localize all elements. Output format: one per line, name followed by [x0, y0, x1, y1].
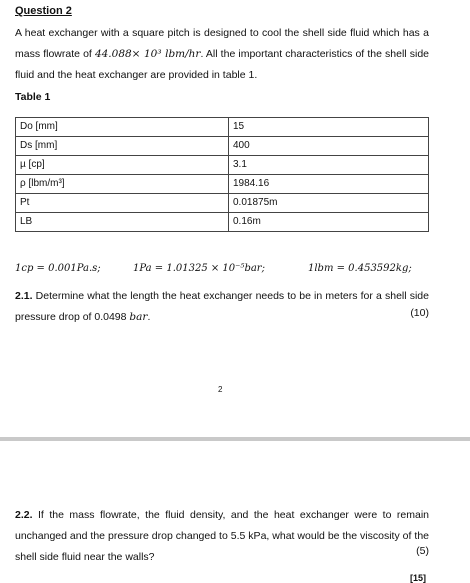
question-2-2-number: 2.2. [15, 509, 33, 521]
intro-text-b: . All the important characteristics of the shell side fluid and the heat exchanger are provided in table 1. [15, 48, 429, 81]
table-cell-name: Do [mm] [16, 118, 229, 137]
mass-flowrate-value: 44.088× 10³ lbm/hr [94, 48, 201, 60]
conversion-cp: 1cp = 0.001Pa.s; [15, 263, 101, 274]
total-marks: [15] [409, 573, 426, 583]
conversion-pa: 1Pa = 1.01325 × 10⁻⁵bar; [133, 263, 265, 274]
conversion-lbm: 1lbm = 0.453592kg; [308, 263, 412, 274]
properties-table [15, 117, 429, 232]
question-2-1-text: Determine what the length the heat exchanger needs to be in meters for a shell side pressure drop of 0.0498 [15, 290, 429, 323]
table-cell-value: 0.01875m [229, 194, 429, 213]
page-divider [0, 437, 470, 441]
question-2-1-unit: bar [129, 311, 148, 323]
table-row [16, 118, 429, 137]
question-2-1-marks: (10) [410, 307, 429, 319]
table-cell-name: Ds [mm] [16, 137, 229, 156]
table-cell-value: 15 [229, 118, 429, 137]
table-row [16, 137, 429, 156]
table-row [16, 194, 429, 213]
table-cell-name: µ [cp] [16, 156, 229, 175]
table-label: Table 1 [15, 91, 51, 103]
table-cell-value: 400 [229, 137, 429, 156]
table-row [16, 175, 429, 194]
question-2-1 [15, 286, 429, 328]
table-row [16, 156, 429, 175]
question-2-2-marks: (5) [416, 545, 429, 557]
page-number: 2 [218, 385, 223, 394]
question-2-2 [15, 505, 429, 568]
table-cell-value: 1984.16 [229, 175, 429, 194]
table-cell-name: LB [16, 213, 229, 232]
question-intro [15, 23, 429, 86]
intro-text-a: A heat exchanger with a square pitch is designed to cool the shell side fluid which has a mass flowrate of [15, 27, 429, 60]
table-row [16, 213, 429, 232]
table-cell-value: 0.16m [229, 213, 429, 232]
question-2-1-number: 2.1. [15, 290, 33, 302]
table-cell-value: 3.1 [229, 156, 429, 175]
question-2-2-text: If the mass flowrate, the fluid density, and the heat exchanger were to remain unchanged and the pressure drop changed to 5.5 kPa, what would be the viscosity of the shell side fluid near the walls? [15, 509, 429, 563]
question-2-1-end: . [147, 311, 151, 323]
table-cell-name: ρ [lbm/m³] [16, 175, 229, 194]
table-cell-name: Pt [16, 194, 229, 213]
question-title: Question 2 [15, 5, 72, 17]
